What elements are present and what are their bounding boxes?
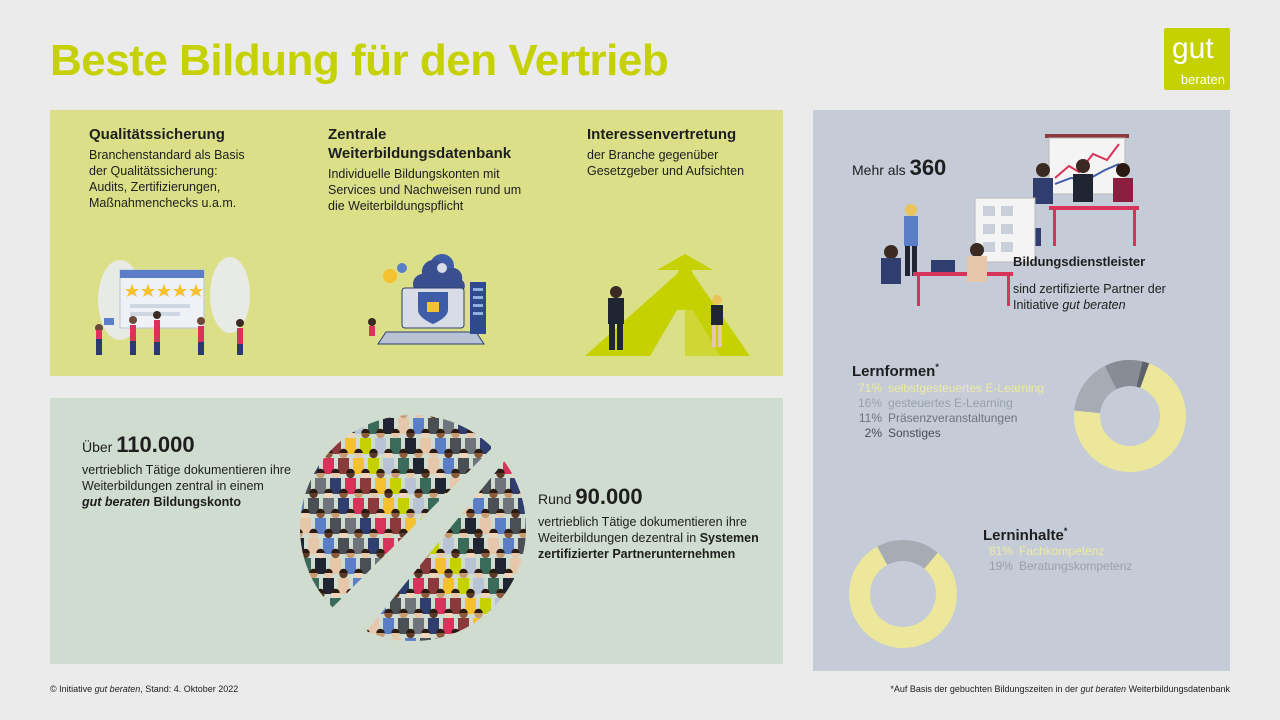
database-line: die Weiterbildungspflicht (328, 199, 464, 213)
lernformen-donut (1067, 356, 1193, 476)
quality-line: der Qualitätssicherung: (89, 164, 218, 178)
lernformen-legend-row (852, 381, 1082, 396)
lerninhalte-legend (983, 544, 1183, 574)
quality-block (89, 125, 309, 211)
advocacy-line: der Branche gegenüber (587, 148, 719, 162)
decentral-bold: Systemen (699, 531, 759, 545)
laptop-database-illustration (358, 248, 508, 360)
gut-beraten-logo[interactable] (1164, 28, 1230, 90)
quality-line: Branchenstandard als Basis (89, 148, 245, 162)
lernformen-legend-pct: 16% (857, 396, 882, 410)
central-bold: Bildungskonto (153, 495, 242, 509)
footer-right-italic: gut beraten (1080, 684, 1127, 694)
providers-desc (1013, 252, 1213, 313)
providers-italic: gut beraten (1062, 298, 1126, 312)
lerninhalte-legend-row (983, 559, 1183, 574)
decentral-line: vertrieblich Tätige dokumentieren ihre (538, 515, 747, 529)
lernformen-legend-label: Sonstiges (888, 426, 941, 440)
lernformen-legend-row (852, 411, 1082, 426)
lernformen-legend-pct: 71% (857, 381, 882, 395)
lernformen-legend (852, 381, 1082, 441)
lernformen-legend-row (852, 396, 1082, 411)
lerninhalte-star: * (1063, 526, 1068, 536)
lernformen-legend-row (852, 426, 1082, 441)
logo-line2: beraten (1180, 72, 1225, 87)
lerninhalte-legend-label: Fachkompetenz (1019, 544, 1105, 558)
logo-line1: gut (1172, 32, 1214, 65)
footer-right-pre: *Auf Basis der gebuchten Bildungszeiten in der (890, 684, 1079, 694)
database-heading-2: Weiterbildungsdatenbank (328, 145, 512, 162)
top-panel (50, 110, 783, 376)
right-panel (813, 110, 1230, 671)
lernformen-legend-label: Präsenzveranstaltungen (888, 411, 1018, 425)
footer-note (890, 684, 1230, 694)
lerninhalte-legend-pct: 19% (988, 559, 1013, 573)
decentral-line2: Weiterbildungen dezentral in (538, 531, 697, 545)
lernformen-legend-pct: 11% (858, 411, 882, 425)
decentral-number: 90.000 (575, 484, 643, 509)
lernformen-legend-label: selbstgesteuertes E-Learning (888, 381, 1045, 395)
crowd-illustration (297, 413, 529, 643)
rating-board-illustration (90, 250, 255, 360)
providers-number: 360 (909, 155, 947, 180)
decentral-stat (538, 484, 778, 562)
central-italic: gut beraten (82, 495, 151, 509)
lerninhalte-donut (847, 532, 971, 650)
lernformen-title (852, 358, 939, 381)
quality-heading: Qualitätssicherung (89, 126, 225, 143)
database-line: Services und Nachweisen rund um (328, 183, 522, 197)
central-line: Weiterbildungen zentral in einem (82, 479, 264, 493)
page-title: Beste Bildung für den Vertrieb (50, 36, 669, 85)
database-block (328, 125, 568, 214)
footer-left-post: , Stand: 4. Oktober 2022 (140, 684, 239, 694)
decentral-prefix: Rund (538, 491, 572, 507)
lerninhalte-legend-pct: 81% (988, 544, 1013, 558)
lerninhalte-legend-row (983, 544, 1183, 559)
lernformen-legend-label: gesteuertes E-Learning (888, 396, 1013, 410)
database-line: Individuelle Bildungskonten mit (328, 167, 500, 181)
lerninhalte-slice (849, 546, 957, 648)
central-line: vertrieblich Tätige dokumentieren ihre (82, 463, 291, 477)
lernformen-legend-pct: 2% (864, 426, 882, 440)
lernformen-title-text: Lernformen (852, 363, 936, 380)
quality-line: Audits, Zertifizierungen, (89, 180, 221, 194)
lerninhalte-title (983, 522, 1067, 545)
advocacy-heading: Interessenvertretung (587, 126, 737, 143)
providers-line: sind zertifizierte Partner der (1013, 282, 1166, 296)
lerninhalte-legend-label: Beratungskompetenz (1019, 559, 1133, 573)
footer-right-post: Weiterbildungsdatenbank (1128, 684, 1230, 694)
footer-left-italic: gut beraten (94, 684, 141, 694)
central-prefix: Über (82, 439, 113, 455)
lernformen-star: * (935, 362, 939, 372)
decentral-bold-line3: zertifizierter Partnerunternehmen (538, 547, 736, 561)
providers-line2: Initiative (1013, 298, 1059, 312)
advocacy-block (587, 125, 777, 179)
central-number: 110.000 (116, 432, 195, 457)
quality-line: Maßnahmenchecks u.a.m. (89, 196, 237, 210)
advocacy-line: Gesetzgeber und Aufsichten (587, 164, 745, 178)
providers-label: Bildungsdienstleister (1013, 254, 1146, 269)
providers-prefix: Mehr als (852, 162, 906, 178)
footer-copyright (50, 684, 238, 694)
database-heading-1: Zentrale (328, 126, 387, 143)
two-paths-illustration (585, 250, 750, 356)
footer-left-pre: © Initiative (50, 684, 93, 694)
bottom-panel (50, 398, 783, 664)
central-stat (82, 432, 322, 510)
lerninhalte-title-text: Lerninhalte (983, 527, 1064, 544)
